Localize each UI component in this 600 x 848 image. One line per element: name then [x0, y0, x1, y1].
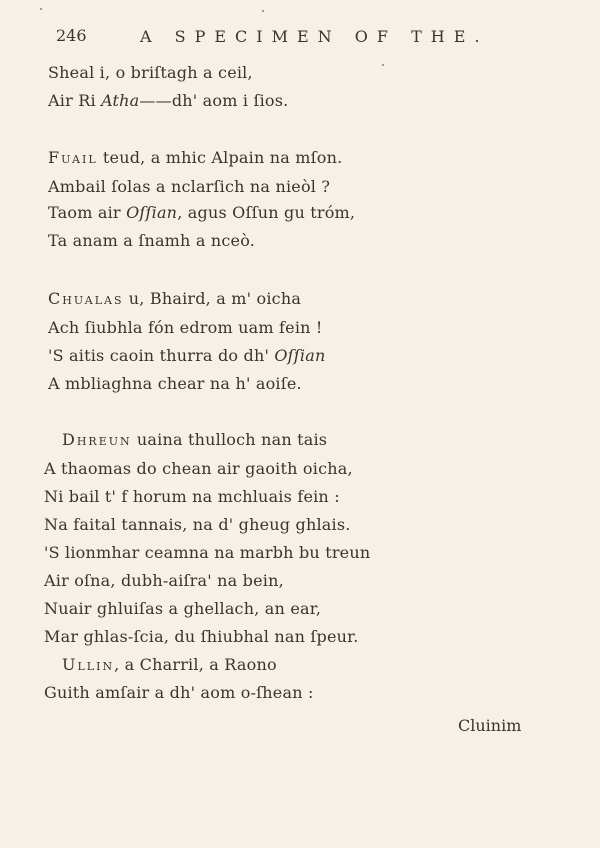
verse-line: Taom air Oſſian, agus Oſſun gu tróm, — [48, 203, 356, 222]
catchword: Cluinim — [458, 716, 522, 735]
stanza-opening-word: Fuail — [48, 148, 98, 167]
italic-name: Oſſian — [274, 346, 326, 365]
verse-line: Fuail teud, a mhic Alpain na mſon. — [48, 148, 343, 167]
verse-line: 'S lionmhar ceamna na marbh bu treun — [44, 543, 371, 562]
stanza-opening-word: Ullin — [62, 655, 115, 674]
verse-line: Guith amſair a dh' aom o-ſhean : — [44, 683, 314, 702]
verse-line: Na faital tannais, na d' gheug ghlais. — [44, 515, 351, 534]
verse-line: Dhreun uaina thulloch nan tais — [62, 430, 328, 449]
verse-line: Ambail ſolas a nclarſich na nieòl ? — [48, 177, 331, 196]
verse-line: 'S aitis caoin thurra do dh' Oſſian — [48, 346, 326, 365]
print-speck — [262, 10, 264, 12]
verse-line: Nuair ghluiſas a ghellach, an ear, — [44, 599, 322, 618]
verse-line: Air oſna, dubh-aiſra' na bein, — [44, 571, 284, 590]
verse-line: Sheal i, o briſtagh a ceil, — [48, 63, 253, 82]
stanza-opening-word: Dhreun — [62, 430, 132, 449]
verse-line: A mbliaghna chear na h' aoiſe. — [48, 374, 302, 393]
verse-line: Ach ſiubhla fón edrom uam fein ! — [48, 318, 323, 337]
verse-line: Chualas u, Bhaird, a m' oicha — [48, 289, 302, 308]
print-speck — [382, 64, 384, 66]
italic-name: Oſſian — [126, 203, 178, 222]
page-number: 246 — [56, 26, 87, 45]
verse-line: Mar ghlas-ſcia, du ſhiubhal nan ſpeur. — [44, 627, 359, 646]
running-title: A SPECIMEN OF THE. — [140, 27, 489, 46]
stanza-opening-word: Chualas — [48, 289, 124, 308]
print-speck — [40, 8, 42, 10]
verse-line: Air Ri Atha——dh' aom i ſios. — [48, 91, 289, 110]
verse-line: A thaomas do chean air gaoith oicha, — [44, 459, 353, 478]
verse-line: Ta anam a ſnamh a nceò. — [48, 231, 256, 250]
italic-name: Atha — [101, 91, 140, 110]
verse-line: Ullin, a Charril, a Raono — [62, 655, 277, 674]
verse-line: Ni bail t' f horum na mchluais fein : — [44, 487, 340, 506]
